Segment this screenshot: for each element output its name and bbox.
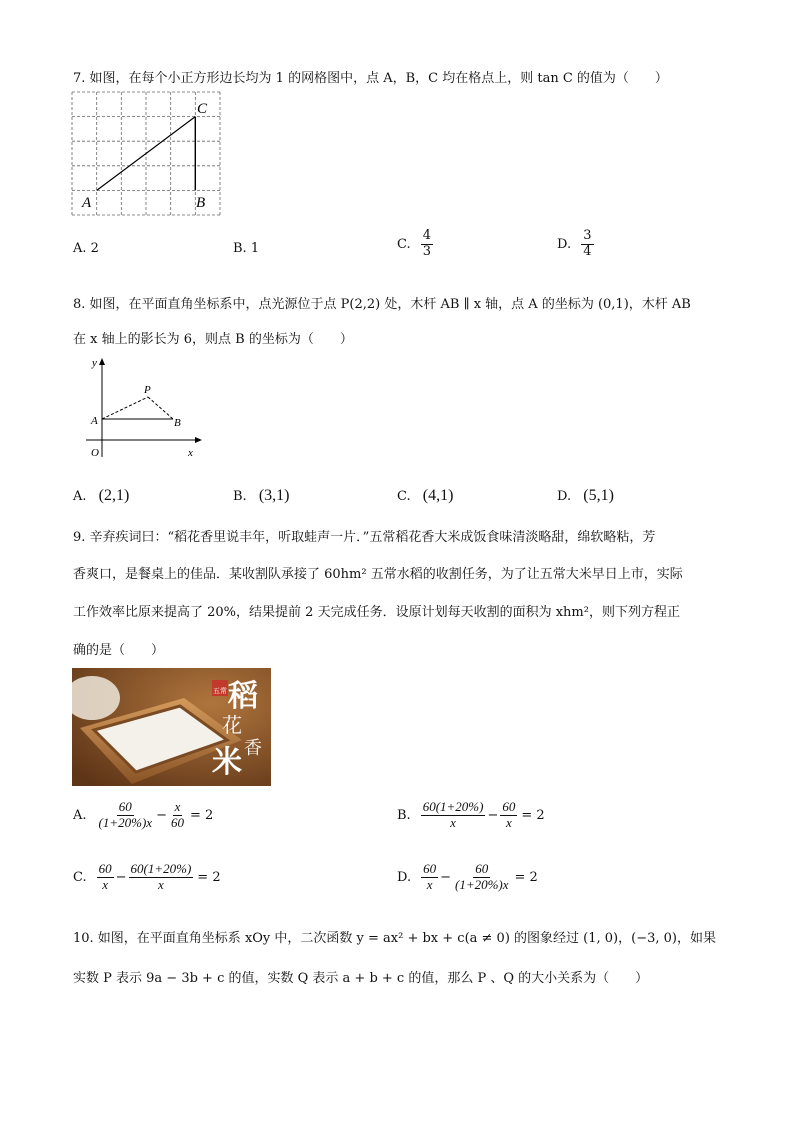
fraction: $\frac{60}{(1+20\%)x}$	[98, 799, 153, 830]
ray-PA	[102, 397, 148, 419]
q10-stem-line2: 实数 P 表示 9a − 3b + c 的值，实数 Q 表示 a + b + c 的值，那么 P 、Q 的大小关系为（ ）	[73, 971, 649, 986]
fraction: $\frac{x}{60}$	[170, 799, 184, 830]
q9-option-a[interactable]: A. $\frac{60}{(1+20\%)x}$ − $\frac{x}{60}$ = 2	[73, 799, 214, 830]
ray-PB	[148, 397, 173, 419]
q8-option-b[interactable]: B. (3,1)	[233, 487, 290, 504]
x-axis-arrow	[195, 437, 202, 443]
q8-stem-line2: 在 x 轴上的影长为 6，则点 B 的坐标为（ ）	[73, 332, 353, 347]
q9-stem-line3: 工作效率比原来提高了 20%，结果提前 2 天完成任务．设原计划每天收割的面积为 xhm²，则下列方程正	[73, 605, 680, 620]
q9-stem-line2: 香爽口，是餐桌上的佳品．某收割队承接了 60hm² 五常水稻的收割任务，为了让五常大米早日上市，实际	[73, 567, 683, 582]
fraction: $\frac{60(1+20\%)}{x}$	[422, 799, 484, 830]
y-axis-arrow	[99, 358, 105, 365]
fraction: $\frac{3}{4}$	[583, 228, 592, 259]
fraction: $\frac{60}{(1+20\%)x}$	[455, 861, 509, 892]
label-A: A	[82, 195, 92, 211]
q7-stem: 7. 如图，在每个小正方形边长均为 1 的网格图中，点 A，B，C 均在格点上，则 tan C 的值为（ ）	[73, 71, 668, 86]
q9-stem-line4: 确的是（ ）	[73, 643, 165, 658]
wuchang-badge-text: 五常	[213, 687, 227, 695]
origin-label: O	[91, 447, 99, 459]
q8-option-c[interactable]: C. (4,1)	[397, 487, 454, 504]
q9-option-b[interactable]: B. $\frac{60(1+20\%)}{x}$ − $\frac{60}{x}$ = 2	[397, 799, 545, 830]
rice-photo	[72, 668, 271, 786]
q8-stem-line1: 8. 如图，在平面直角坐标系中，点光源位于点 P(2,2) 处，木杆 AB ∥ x 轴，点 A 的坐标为 (0,1)，木杆 AB	[73, 297, 691, 312]
calligraphy-mi: 米	[212, 746, 242, 779]
calligraphy-dao: 稻	[228, 680, 258, 713]
label-C: C	[197, 101, 208, 117]
q8-option-d[interactable]: D. (5,1)	[557, 487, 614, 504]
calligraphy-hua: 花	[222, 715, 242, 737]
point-B-label: B	[174, 417, 181, 429]
point-A-label: A	[91, 415, 98, 427]
fraction: $\frac{60(1+20\%)}{x}$	[130, 861, 192, 892]
label-B: B	[196, 195, 206, 211]
fraction: $\frac{60}{x}$	[502, 799, 516, 830]
q8-option-a[interactable]: A. (2,1)	[73, 487, 130, 504]
q9-option-c[interactable]: C. $\frac{60}{x}$ − $\frac{60(1+20\%)}{x}$ = 2	[73, 861, 221, 892]
q7-option-b[interactable]: B. 1	[233, 241, 260, 256]
axis-y-label: y	[92, 357, 97, 369]
q9-option-d[interactable]: D. $\frac{60}{x}$ − $\frac{60}{(1+20\%)x}$ = 2	[397, 861, 538, 892]
fraction: $\frac{60}{x}$	[98, 861, 112, 892]
q8-coordinate-figure	[80, 352, 210, 467]
q9-stem-line1: 9. 辛弃疾词曰：“稻花香里说丰年，听取蛙声一片．”五常稻花香大米成饭食味清淡略甜，绵软略粘，芳	[73, 530, 656, 545]
q7-option-d[interactable]: D. $\frac{3}{4}$	[557, 228, 592, 259]
q7-option-a[interactable]: A. 2	[73, 241, 99, 256]
q7-option-c[interactable]: C. $\frac{4}{3}$	[397, 228, 432, 259]
calligraphy-xiang: 香	[244, 738, 262, 758]
point-P-label: P	[144, 384, 151, 396]
axis-x-label: x	[188, 447, 193, 459]
q10-stem-line1: 10. 如图，在平面直角坐标系 xOy 中，二次函数 y = ax² + bx + c(a ≠ 0) 的图象经过 (1, 0)，(−3, 0)，如果	[73, 931, 716, 946]
fraction: $\frac{4}{3}$	[422, 228, 432, 259]
q7-grid-figure	[70, 90, 225, 218]
fraction: $\frac{60}{x}$	[423, 861, 437, 892]
